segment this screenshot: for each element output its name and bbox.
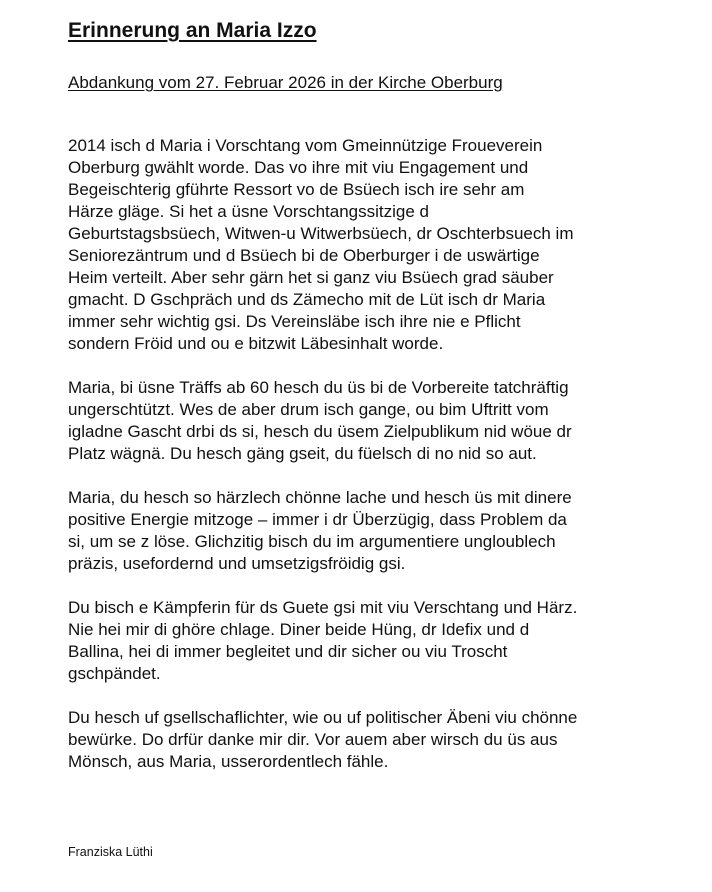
page-subtitle: Abdankung vom 27. Februar 2026 in der Kirche Oberburg <box>68 73 503 92</box>
paragraph-4: Du bisch e Kämpferin für ds Guete gsi mit viu Verschtang und Härz. Nie hei mir di ghöre chlage. Diner beide Hüng, dr Idefix und d Ballina, hei di immer begleitet und dir sicher ou viu Troscht gschpändet. <box>68 598 578 683</box>
paragraph-1: 2014 isch d Maria i Vorschtang vom Gmeinnützige Froueverein Oberburg gwählt worde. Das vo ihre mit viu Engagement und Begeischterig gführte Ressort vo de Bsüech isch ire sehr am Härze gläge. Si het a üsne Vorschtangssitzige d Geburtstagsbsüech, Witwen-u Witwerbsüech, dr Oschterbsuech im Seniorezäntrum und d Bsüech bi de Oberburger i de uswärtige Heim verteilt. Aber sehr gärn het si ganz viu Bsüech grad säuber gmacht. D Gschpräch und ds Zämecho mit de Lüt isch dr Maria immer sehr wichtig gsi. Ds Vereinsläbe isch ihre nie e Pflicht sondern Fröid und ou e bitzwit Läbesinhalt worde. <box>68 136 574 353</box>
paragraph-2: Maria, bi üsne Träffs ab 60 hesch du üs bi de Vorbereite tatchräftig ungerschtützt. Wes de aber drum isch gange, ou bim Uftritt vom igladne Gascht drbi ds si, hesch du üsem Zielpublikum nid wöue dr Platz wägnä. Du hesch gäng gseit, du füelsch di no nid so aut. <box>68 378 572 463</box>
document-body <box>68 135 668 795</box>
paragraph-5: Du hesch uf gsellschaflichter, wie ou uf politischer Äbeni viu chönne bewürke. Do drfür danke mir dir. Vor auem aber wirsch du üs aus Mönsch, aus Maria, usserordentlech fähle. <box>68 708 578 771</box>
author-signature: Franziska Lüthi <box>68 845 153 859</box>
paragraph-3: Maria, du hesch so härzlech chönne lache und hesch üs mit dinere positive Energie mitzoge – immer i dr Überzügig, dass Problem da si, um se z löse. Glichzitig bisch du im argumentiere ungloublech präzis, usefordernd und umsetzigsfröidig gsi. <box>68 488 572 573</box>
page-title: Erinnerung an Maria Izzo <box>68 19 317 42</box>
